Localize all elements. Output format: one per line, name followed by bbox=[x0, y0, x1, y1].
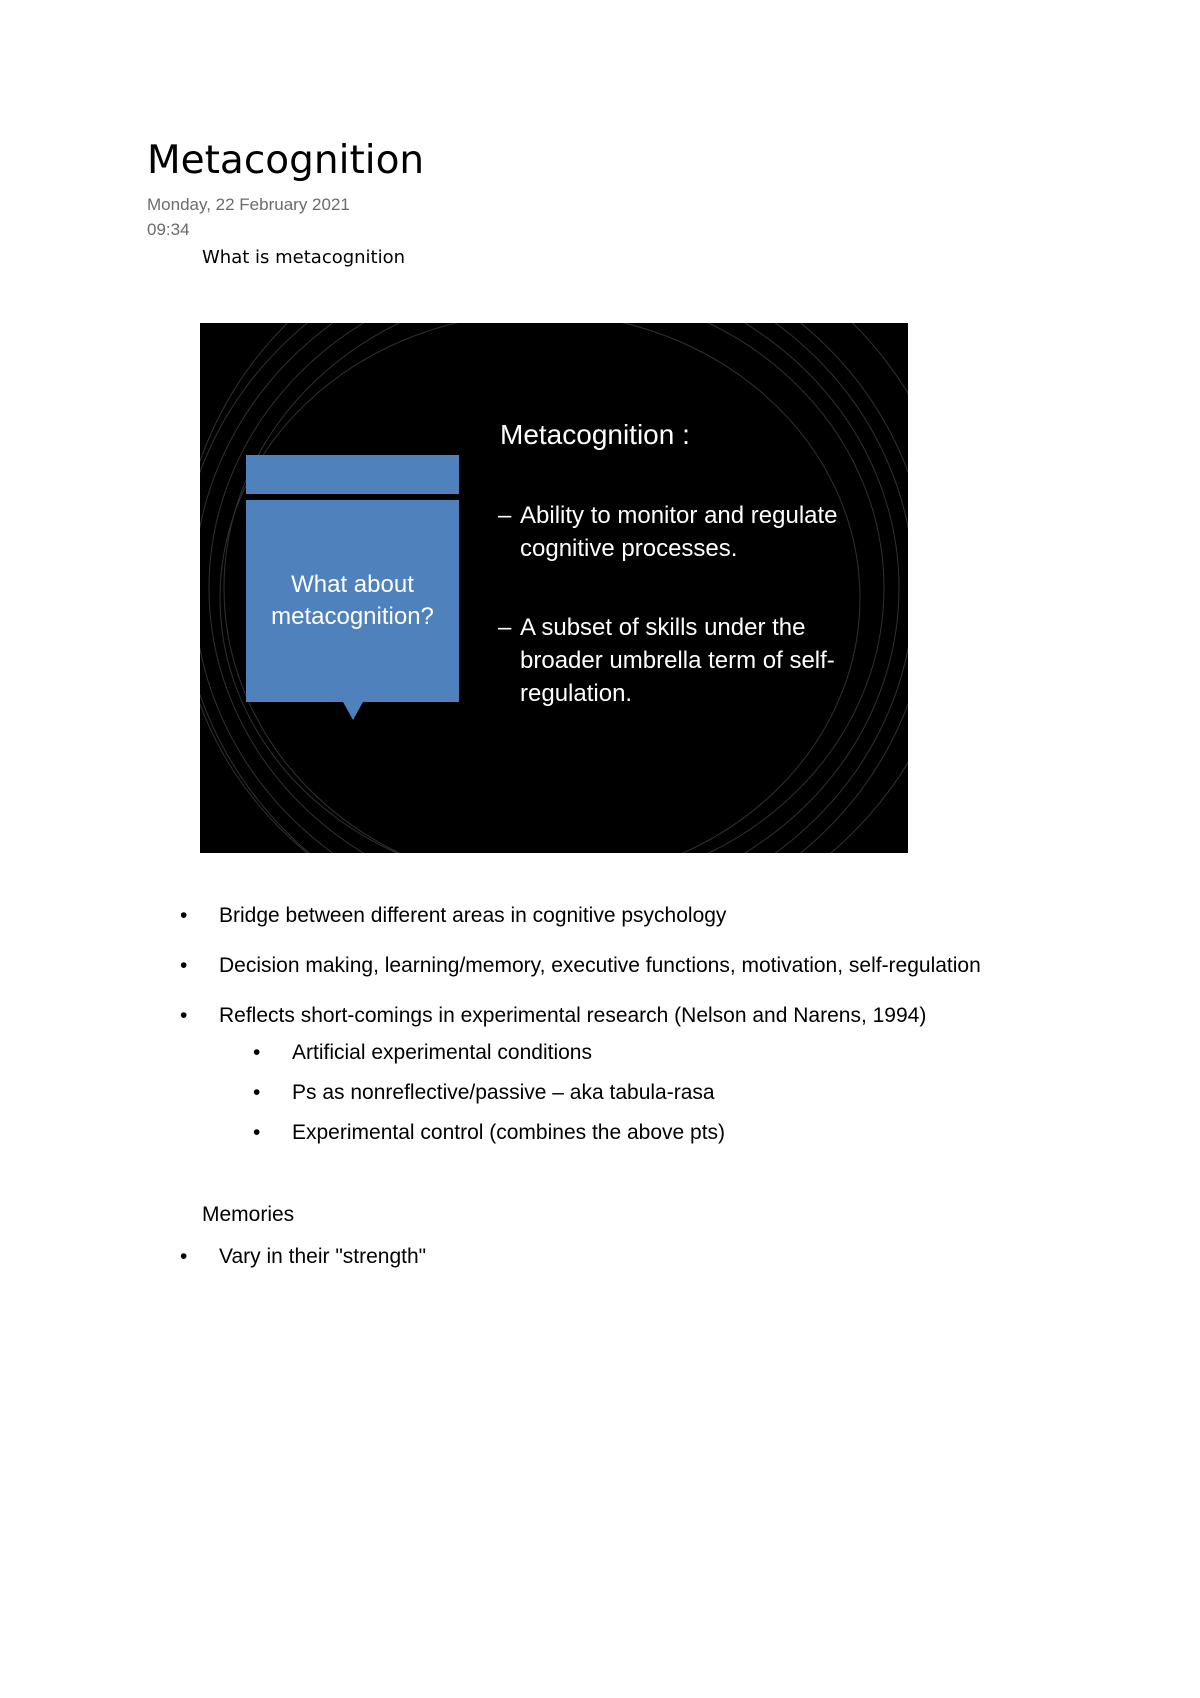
sub-list-item bbox=[253, 1039, 1140, 1067]
callout-header-bar bbox=[246, 455, 459, 494]
dash-bullet: – bbox=[498, 614, 512, 641]
dash-bullet: – bbox=[498, 502, 512, 529]
bullet-icon: • bbox=[180, 954, 188, 977]
slide-heading: Metacognition : bbox=[500, 419, 690, 450]
sub-list-item bbox=[253, 1119, 1140, 1147]
page-date: Monday, 22 February 2021 bbox=[147, 195, 350, 214]
memories-list bbox=[180, 1243, 426, 1271]
slide-image bbox=[200, 323, 908, 853]
page-time: 09:34 bbox=[147, 220, 190, 239]
callout-tail bbox=[343, 702, 363, 720]
page-title: Metacognition bbox=[147, 138, 425, 183]
intro-text: What is metacognition bbox=[202, 247, 406, 268]
bullet-icon: • bbox=[180, 904, 188, 927]
notes-list bbox=[180, 902, 1140, 1169]
bullet-icon: • bbox=[253, 1121, 261, 1144]
slide-point bbox=[498, 499, 888, 565]
slide-point bbox=[498, 611, 888, 710]
slide-point-text: Ability to monitor and regulate cognitive processes. bbox=[520, 502, 838, 562]
bullet-icon: • bbox=[253, 1081, 261, 1104]
list-item bbox=[180, 952, 1140, 980]
list-item-text: Reflects short-comings in experimental research (Nelson and Narens, 1994) bbox=[219, 1004, 927, 1027]
list-item bbox=[180, 902, 1140, 930]
callout-box bbox=[246, 500, 459, 702]
slide-points bbox=[498, 499, 888, 756]
sub-list-item-text: Ps as nonreflective/passive – aka tabula-rasa bbox=[292, 1081, 715, 1104]
slide-point-text: A subset of skills under the broader umbrella term of self-regulation. bbox=[520, 614, 835, 707]
sub-list-item bbox=[253, 1079, 1140, 1107]
sub-list-item-text: Experimental control (combines the above pts) bbox=[292, 1121, 726, 1144]
list-item-text: Decision making, learning/memory, executive functions, motivation, self-regulation bbox=[219, 954, 981, 977]
bullet-icon: • bbox=[180, 1004, 188, 1027]
list-item-text: Vary in their "strength" bbox=[219, 1245, 427, 1268]
bullet-icon: • bbox=[253, 1041, 261, 1064]
sub-list bbox=[253, 1039, 1140, 1147]
list-item-text: Bridge between different areas in cognitive psychology bbox=[219, 904, 727, 927]
memories-heading: Memories bbox=[202, 1203, 295, 1226]
bullet-icon: • bbox=[180, 1245, 188, 1268]
sub-list-item-text: Artificial experimental conditions bbox=[292, 1041, 592, 1064]
callout-text-line2: metacognition? bbox=[271, 603, 434, 630]
callout-text-line1: What about bbox=[291, 571, 414, 598]
list-item bbox=[180, 1002, 1140, 1147]
list-item bbox=[180, 1243, 426, 1271]
